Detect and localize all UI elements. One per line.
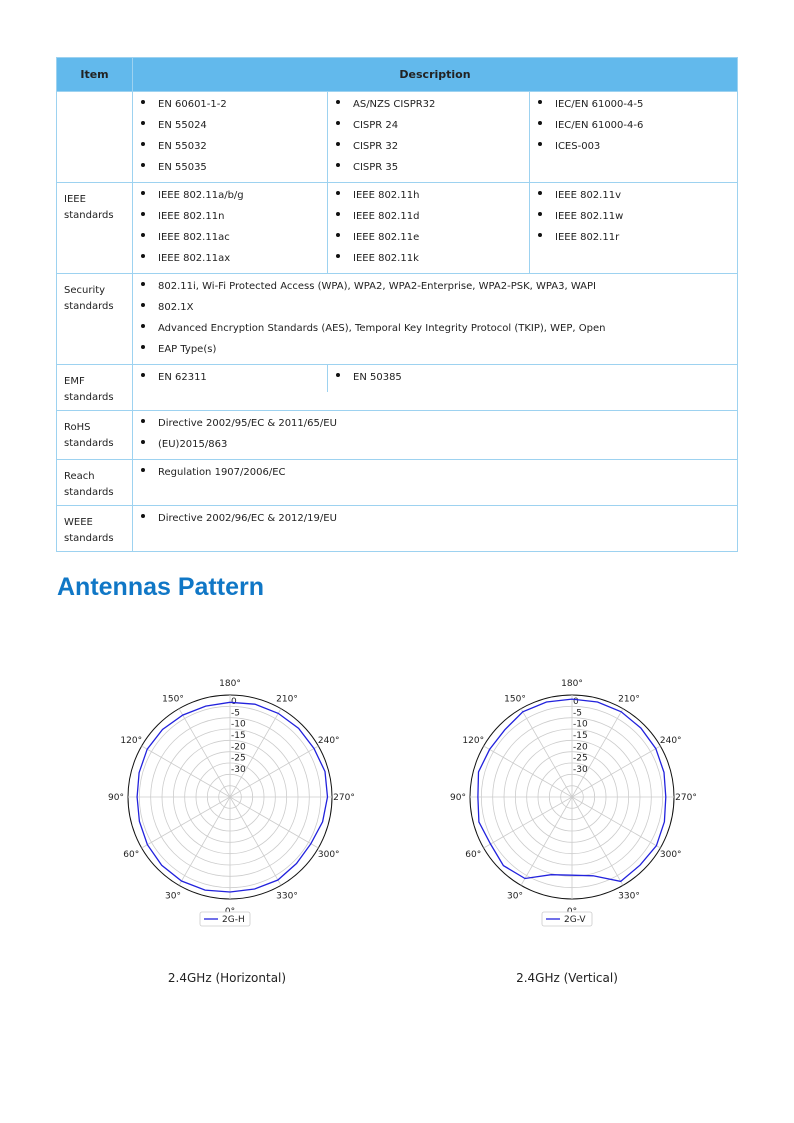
radial-tick-label: 0 (231, 697, 237, 707)
polar-chart-vertical (442, 675, 702, 935)
list-item: CISPR 32 (328, 136, 529, 157)
list-item: IEEE 802.11d (328, 206, 529, 227)
description-column (529, 92, 737, 182)
bullet-list (133, 365, 327, 392)
list-item: EAP Type(s) (133, 339, 737, 360)
radial-tick-label: -5 (231, 708, 240, 719)
description-column (529, 183, 737, 273)
row-description (133, 183, 738, 274)
table-row (57, 92, 738, 183)
row-item-label (57, 92, 133, 183)
row-description (133, 506, 738, 552)
list-item: Advanced Encryption Standards (AES), Temporal Key Integrity Protocol (TKIP), WEP, Open (133, 318, 737, 339)
list-item: CISPR 35 (328, 157, 529, 178)
chart-legend (542, 912, 592, 926)
radial-tick-label: 0 (573, 697, 579, 707)
description-column (327, 365, 737, 392)
radial-tick-label: -15 (573, 731, 588, 741)
list-item: IEEE 802.11ax (133, 248, 327, 269)
description-columns (133, 183, 737, 273)
list-item: IEEE 802.11v (530, 185, 737, 206)
row-description (133, 411, 738, 460)
angle-tick-label: 150° (504, 694, 526, 705)
angle-tick-label: 270° (333, 793, 355, 803)
radial-tick-label: -20 (573, 742, 588, 753)
description-columns (133, 92, 737, 182)
table-row (57, 274, 738, 365)
radial-tick-label: -10 (573, 719, 588, 730)
table-header-row (57, 58, 738, 92)
bullet-list (133, 460, 737, 487)
description-column (327, 183, 529, 273)
angle-tick-label: 210° (618, 694, 640, 705)
angle-tick-label: 30° (165, 891, 181, 902)
angle-tick-label: 90° (450, 793, 466, 803)
angle-tick-label: 300° (659, 850, 682, 860)
angle-tick-label: 210° (276, 694, 298, 705)
list-item: IEEE 802.11r (530, 227, 737, 248)
list-item: EN 60601-1-2 (133, 94, 327, 115)
legend-label: 2G-V (564, 915, 586, 925)
list-item: Regulation 1907/2006/EC (133, 462, 737, 483)
bullet-list (133, 183, 327, 273)
table-row (57, 460, 738, 506)
header-item: Item (57, 58, 133, 92)
list-item: IEC/EN 61000-4-5 (530, 94, 737, 115)
bullet-list (133, 411, 737, 459)
description-column (133, 183, 327, 273)
row-item-label: RoHS standards (57, 411, 133, 460)
row-description (133, 274, 738, 365)
description-columns (133, 365, 737, 392)
list-item: EN 55032 (133, 136, 327, 157)
list-item: CISPR 24 (328, 115, 529, 136)
angle-tick-label: 330° (276, 891, 298, 902)
row-item-label: WEEE standards (57, 506, 133, 552)
row-item-label: IEEE standards (57, 183, 133, 274)
radial-tick-label: -25 (231, 753, 246, 764)
list-item: IEEE 802.11w (530, 206, 737, 227)
angle-tick-label: 90° (108, 793, 124, 803)
row-item-label: EMF standards (57, 365, 133, 411)
legend-label: 2G-H (222, 915, 245, 925)
list-item: Directive 2002/95/EC & 2011/65/EU (133, 413, 737, 434)
list-item: IEEE 802.11ac (133, 227, 327, 248)
angle-tick-label: 30° (507, 891, 523, 902)
table-row (57, 506, 738, 552)
section-title: Antennas Pattern (57, 573, 264, 601)
angle-tick-label: 60° (465, 850, 482, 860)
bullet-list (328, 183, 529, 273)
radial-tick-label: -20 (231, 742, 246, 753)
bullet-list (133, 506, 737, 533)
row-item-label: Security standards (57, 274, 133, 365)
list-item: EN 55024 (133, 115, 327, 136)
angle-tick-label: 150° (162, 694, 184, 705)
bullet-list (133, 92, 327, 182)
list-item: 802.11i, Wi-Fi Protected Access (WPA), WPA2, WPA2-Enterprise, WPA2-PSK, WPA3, WAPI (133, 276, 737, 297)
list-item: IEEE 802.11e (328, 227, 529, 248)
list-item: IEEE 802.11a/b/g (133, 185, 327, 206)
radial-tick-label: -30 (231, 765, 246, 775)
list-item: EN 50385 (328, 367, 737, 388)
bullet-list (328, 365, 737, 392)
bullet-list (530, 92, 737, 161)
list-item: ICES-003 (530, 136, 737, 157)
list-item: IEC/EN 61000-4-6 (530, 115, 737, 136)
bullet-list (133, 274, 737, 364)
standards-table (56, 57, 738, 552)
caption-vertical: 2.4GHz (Vertical) (516, 971, 618, 985)
angle-tick-label: 180° (561, 679, 583, 689)
list-item: IEEE 802.11h (328, 185, 529, 206)
list-item: AS/NZS CISPR32 (328, 94, 529, 115)
chart-legend (200, 912, 250, 926)
angle-tick-label: 300° (317, 850, 340, 860)
description-column (133, 365, 327, 392)
radial-tick-label: -25 (573, 753, 588, 764)
header-description: Description (133, 58, 738, 92)
list-item: 802.1X (133, 297, 737, 318)
angle-tick-label: 240° (317, 736, 340, 746)
list-item: IEEE 802.11k (328, 248, 529, 269)
description-column (327, 92, 529, 182)
angle-tick-label: 180° (219, 679, 241, 689)
polar-chart-horizontal (100, 675, 360, 935)
caption-horizontal: 2.4GHz (Horizontal) (167, 971, 287, 985)
angle-tick-label: 270° (675, 793, 697, 803)
radial-tick-label: -15 (231, 731, 246, 741)
angle-tick-label: 120° (462, 736, 485, 746)
list-item: EN 55035 (133, 157, 327, 178)
angle-tick-label: 120° (120, 736, 143, 746)
row-item-label: Reach standards (57, 460, 133, 506)
radial-tick-label: -30 (573, 765, 588, 775)
bullet-list (530, 183, 737, 252)
list-item: EN 62311 (133, 367, 327, 388)
row-description (133, 365, 738, 411)
angle-tick-label: 60° (123, 850, 140, 860)
table-row (57, 365, 738, 411)
list-item: Directive 2002/96/EC & 2012/19/EU (133, 508, 737, 529)
description-column (133, 92, 327, 182)
radial-tick-label: -10 (231, 719, 246, 730)
row-description (133, 92, 738, 183)
table-row (57, 411, 738, 460)
row-description (133, 460, 738, 506)
radial-tick-label: -5 (573, 708, 582, 719)
list-item: IEEE 802.11n (133, 206, 327, 227)
table-row (57, 183, 738, 274)
list-item: (EU)2015/863 (133, 434, 737, 455)
angle-tick-label: 330° (618, 891, 640, 902)
bullet-list (328, 92, 529, 182)
angle-tick-label: 240° (659, 736, 682, 746)
